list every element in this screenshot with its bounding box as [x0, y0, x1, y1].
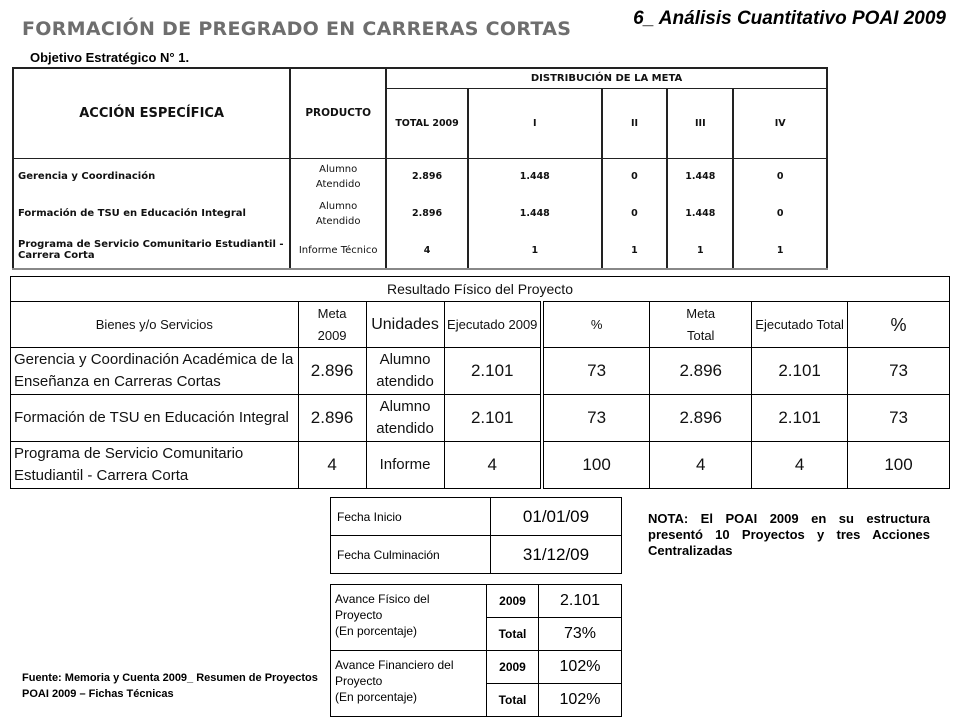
product-cell: Alumno Atendido	[290, 195, 386, 232]
q3-cell: 1	[667, 232, 733, 269]
table-row	[11, 442, 950, 489]
pct-cell: 73	[542, 348, 650, 395]
financial-total-value: 102%	[539, 684, 622, 717]
meta-cell: 2.896	[298, 348, 366, 395]
q4-cell: 0	[733, 195, 827, 232]
q2-cell: 0	[602, 158, 668, 195]
unit-cell: Alumno atendido	[366, 395, 444, 442]
pct-total-cell: 73	[848, 348, 950, 395]
action-cell: Gerencia y Coordinación	[13, 158, 290, 195]
q1-cell: 1.448	[468, 195, 602, 232]
table-row	[13, 232, 827, 269]
physical-year-value: 2.101	[539, 585, 622, 618]
unit-cell: Alumno atendido	[366, 348, 444, 395]
physical-year-label: 2009	[487, 585, 539, 618]
executed-cell: 4	[444, 442, 542, 489]
executed-total-cell: 2.101	[752, 348, 848, 395]
start-date-label: Fecha Inicio	[331, 498, 491, 536]
table-row	[11, 395, 950, 442]
unit-cell: Informe	[366, 442, 444, 489]
q3-cell: 1.448	[667, 195, 733, 232]
header-meta-2009: Meta 2009	[298, 302, 366, 348]
q3-cell: 1.448	[667, 158, 733, 195]
goods-cell: Gerencia y Coordinación Académica de la Enseñanza en Carreras Cortas	[11, 348, 299, 395]
financial-progress-label: Avance Financiero del Proyecto (En porcentaje)	[331, 651, 487, 717]
financial-year-label: 2009	[487, 651, 539, 684]
executed-cell: 2.101	[444, 395, 542, 442]
physical-total-label: Total	[487, 618, 539, 651]
q1-cell: 1.448	[468, 158, 602, 195]
start-date-value: 01/01/09	[491, 498, 622, 536]
goods-cell: Formación de TSU en Educación Integral	[11, 395, 299, 442]
header-action: ACCIÓN ESPECÍFICA	[13, 68, 290, 158]
header-distribution: DISTRIBUCIÓN DE LA META	[386, 68, 827, 88]
q4-cell: 0	[733, 158, 827, 195]
banner-title: FORMACIÓN DE PREGRADO EN CARRERAS CORTAS	[22, 18, 572, 40]
distribution-table	[12, 67, 828, 270]
action-cell: Programa de Servicio Comunitario Estudiantil - Carrera Corta	[13, 232, 290, 269]
meta-cell: 2.896	[298, 395, 366, 442]
header-pct: %	[542, 302, 650, 348]
header-pct-total: %	[848, 302, 950, 348]
product-cell: Alumno Atendido	[290, 158, 386, 195]
total-cell: 2.896	[386, 158, 468, 195]
physical-total-value: 73%	[539, 618, 622, 651]
header-q4: IV	[733, 88, 827, 158]
q2-cell: 1	[602, 232, 668, 269]
header-q2: II	[602, 88, 668, 158]
executed-total-cell: 2.101	[752, 395, 848, 442]
table-row	[13, 158, 827, 195]
executed-cell: 2.101	[444, 348, 542, 395]
q2-cell: 0	[602, 195, 668, 232]
action-cell: Formación de TSU en Educación Integral	[13, 195, 290, 232]
total-cell: 4	[386, 232, 468, 269]
meta-total-cell: 2.896	[650, 348, 752, 395]
note-text: NOTA: El POAI 2009 en su estructura presentó 10 Proyectos y tres Acciones Centralizadas	[648, 511, 930, 558]
meta-cell: 4	[298, 442, 366, 489]
goods-cell: Programa de Servicio Comunitario Estudiantil - Carrera Corta	[11, 442, 299, 489]
meta-total-cell: 4	[650, 442, 752, 489]
pct-total-cell: 100	[848, 442, 950, 489]
header-q3: III	[667, 88, 733, 158]
pct-cell: 73	[542, 395, 650, 442]
physical-progress-label: Avance Físico del Proyecto (En porcentaje)	[331, 585, 487, 651]
slide-title: 6_ Análisis Cuantitativo POAI 2009	[633, 8, 946, 29]
source-text: Fuente: Memoria y Cuenta 2009_ Resumen de Proyectos POAI 2009 – Fichas Técnicas	[22, 672, 318, 700]
header-product: PRODUCTO	[290, 68, 386, 158]
header-meta-total: Meta Total	[650, 302, 752, 348]
result-table-title: Resultado Físico del Proyecto	[11, 277, 950, 302]
pct-total-cell: 73	[848, 395, 950, 442]
product-cell: Informe Técnico	[290, 232, 386, 269]
total-cell: 2.896	[386, 195, 468, 232]
financial-total-label: Total	[487, 684, 539, 717]
q4-cell: 1	[733, 232, 827, 269]
dates-table	[330, 497, 622, 574]
end-date-value: 31/12/09	[491, 536, 622, 574]
header-executed-2009: Ejecutado 2009	[444, 302, 542, 348]
meta-total-cell: 2.896	[650, 395, 752, 442]
header-q1: I	[468, 88, 602, 158]
q1-cell: 1	[468, 232, 602, 269]
table-row	[11, 348, 950, 395]
header-goods: Bienes y/o Servicios	[11, 302, 299, 348]
header-executed-total: Ejecutado Total	[752, 302, 848, 348]
header-total: TOTAL 2009	[386, 88, 468, 158]
objective-label: Objetivo Estratégico N° 1.	[30, 50, 190, 65]
progress-table	[330, 584, 622, 717]
pct-cell: 100	[542, 442, 650, 489]
result-table	[10, 276, 950, 489]
table-row	[13, 195, 827, 232]
executed-total-cell: 4	[752, 442, 848, 489]
financial-year-value: 102%	[539, 651, 622, 684]
header-units: Unidades	[366, 302, 444, 348]
end-date-label: Fecha Culminación	[331, 536, 491, 574]
